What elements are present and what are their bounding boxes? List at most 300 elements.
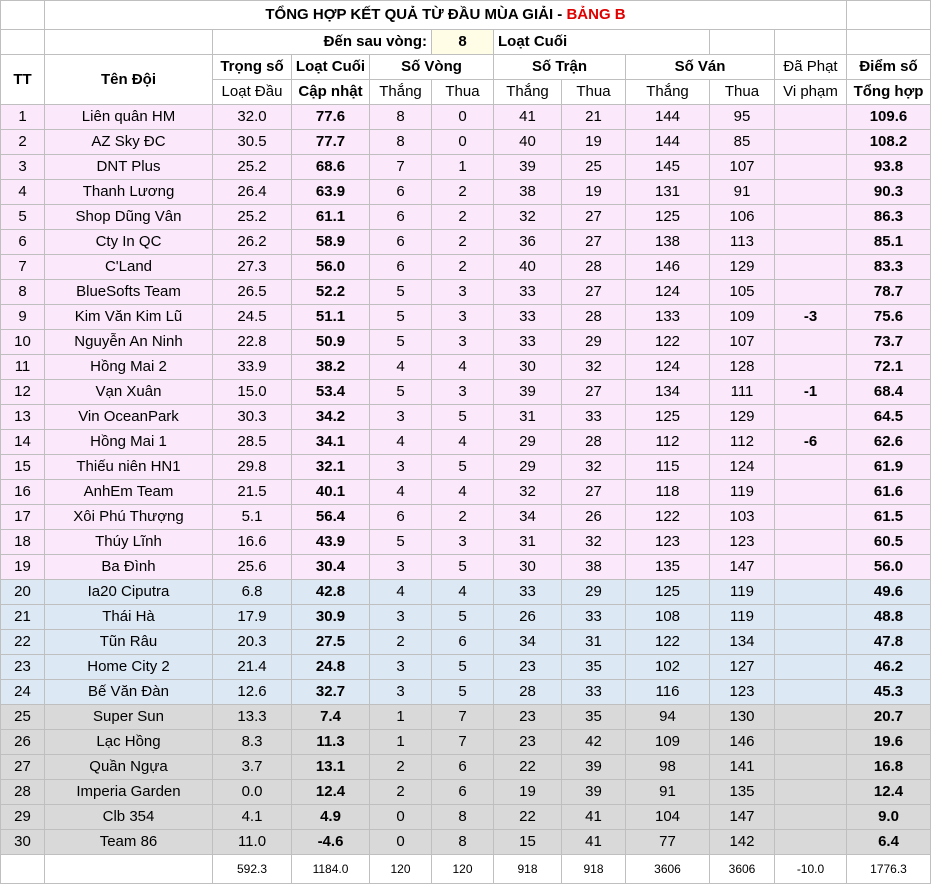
cell-final[interactable]: 12.4 <box>292 780 370 805</box>
cell-rounds-win[interactable]: 6 <box>370 230 432 255</box>
cell-matches-win[interactable]: 32 <box>494 205 562 230</box>
cell-penalty[interactable] <box>775 805 847 830</box>
cell-weight[interactable]: 29.8 <box>213 455 292 480</box>
cell-score[interactable]: 19.6 <box>847 730 931 755</box>
cell-rounds-win[interactable]: 3 <box>370 655 432 680</box>
cell-matches-loss[interactable]: 42 <box>562 730 626 755</box>
cell-matches-win[interactable]: 31 <box>494 530 562 555</box>
cell-rounds-loss[interactable]: 4 <box>432 430 494 455</box>
cell-matches-win[interactable]: 26 <box>494 605 562 630</box>
cell-final[interactable]: 50.9 <box>292 330 370 355</box>
cell-rounds-win[interactable]: 8 <box>370 105 432 130</box>
cell-matches-win[interactable]: 32 <box>494 480 562 505</box>
cell-rounds-loss[interactable]: 5 <box>432 680 494 705</box>
cell-games-win[interactable]: 122 <box>626 630 710 655</box>
cell-rounds-loss[interactable]: 0 <box>432 130 494 155</box>
cell-score[interactable]: 48.8 <box>847 605 931 630</box>
cell-penalty[interactable]: -1 <box>775 380 847 405</box>
cell-penalty[interactable] <box>775 105 847 130</box>
cell-games-loss[interactable]: 147 <box>710 805 775 830</box>
total-gw[interactable]: 3606 <box>626 855 710 884</box>
cell-penalty[interactable] <box>775 155 847 180</box>
cell-penalty[interactable] <box>775 530 847 555</box>
cell-rounds-loss[interactable]: 4 <box>432 480 494 505</box>
cell-matches-win[interactable]: 28 <box>494 680 562 705</box>
cell-rounds-win[interactable]: 3 <box>370 555 432 580</box>
cell-weight[interactable]: 30.3 <box>213 405 292 430</box>
cell-matches-win[interactable]: 39 <box>494 155 562 180</box>
cell-rounds-win[interactable]: 2 <box>370 630 432 655</box>
total-pen[interactable]: -10.0 <box>775 855 847 884</box>
cell-tt[interactable]: 7 <box>1 255 45 280</box>
cell-rounds-win[interactable]: 3 <box>370 680 432 705</box>
cell-team[interactable]: Vin OceanPark <box>45 405 213 430</box>
cell-games-loss[interactable]: 130 <box>710 705 775 730</box>
cell-rounds-win[interactable]: 5 <box>370 530 432 555</box>
cell-score[interactable]: 9.0 <box>847 805 931 830</box>
cell-team[interactable]: Ba Đình <box>45 555 213 580</box>
cell-final[interactable]: 56.0 <box>292 255 370 280</box>
cell-tt[interactable]: 25 <box>1 705 45 730</box>
cell-games-win[interactable]: 116 <box>626 680 710 705</box>
cell-team[interactable]: Tũn Râu <box>45 630 213 655</box>
cell-penalty[interactable] <box>775 580 847 605</box>
cell-games-win[interactable]: 94 <box>626 705 710 730</box>
cell-games-win[interactable]: 124 <box>626 355 710 380</box>
cell-penalty[interactable] <box>775 405 847 430</box>
cell-score[interactable]: 61.6 <box>847 480 931 505</box>
cell-score[interactable]: 90.3 <box>847 180 931 205</box>
cell-team[interactable]: Hồng Mai 2 <box>45 355 213 380</box>
cell-games-win[interactable]: 145 <box>626 155 710 180</box>
cell-matches-loss[interactable]: 35 <box>562 705 626 730</box>
cell-matches-loss[interactable]: 41 <box>562 805 626 830</box>
cell-penalty[interactable] <box>775 555 847 580</box>
cell-weight[interactable]: 8.3 <box>213 730 292 755</box>
cell-matches-win[interactable]: 34 <box>494 505 562 530</box>
cell-score[interactable]: 49.6 <box>847 580 931 605</box>
cell-tt[interactable]: 18 <box>1 530 45 555</box>
cell-weight[interactable]: 13.3 <box>213 705 292 730</box>
cell-games-loss[interactable]: 109 <box>710 305 775 330</box>
cell-tt[interactable]: 5 <box>1 205 45 230</box>
total-mw[interactable]: 918 <box>494 855 562 884</box>
cell-score[interactable]: 46.2 <box>847 655 931 680</box>
cell-matches-loss[interactable]: 28 <box>562 305 626 330</box>
cell-penalty[interactable] <box>775 130 847 155</box>
cell-score[interactable]: 60.5 <box>847 530 931 555</box>
cell-rounds-loss[interactable]: 5 <box>432 555 494 580</box>
cell-tt[interactable]: 9 <box>1 305 45 330</box>
cell-score[interactable]: 12.4 <box>847 780 931 805</box>
cell-penalty[interactable] <box>775 355 847 380</box>
cell-penalty[interactable]: -6 <box>775 430 847 455</box>
cell-rounds-win[interactable]: 5 <box>370 305 432 330</box>
cell-matches-loss[interactable]: 28 <box>562 255 626 280</box>
cell-rounds-win[interactable]: 5 <box>370 330 432 355</box>
cell-tt[interactable]: 4 <box>1 180 45 205</box>
cell-matches-win[interactable]: 23 <box>494 705 562 730</box>
cell-weight[interactable]: 22.8 <box>213 330 292 355</box>
cell-rounds-loss[interactable]: 5 <box>432 655 494 680</box>
cell-final[interactable]: 42.8 <box>292 580 370 605</box>
cell-games-loss[interactable]: 141 <box>710 755 775 780</box>
cell-final[interactable]: 4.9 <box>292 805 370 830</box>
cell-rounds-loss[interactable]: 2 <box>432 255 494 280</box>
cell-matches-loss[interactable]: 32 <box>562 455 626 480</box>
cell-final[interactable]: 30.4 <box>292 555 370 580</box>
cell-games-loss[interactable]: 123 <box>710 530 775 555</box>
cell-games-loss[interactable]: 91 <box>710 180 775 205</box>
cell-weight[interactable]: 24.5 <box>213 305 292 330</box>
cell-weight[interactable]: 25.2 <box>213 205 292 230</box>
cell-games-win[interactable]: 144 <box>626 105 710 130</box>
cell-games-win[interactable]: 125 <box>626 580 710 605</box>
cell-games-loss[interactable]: 147 <box>710 555 775 580</box>
cell-matches-loss[interactable]: 31 <box>562 630 626 655</box>
cell-rounds-loss[interactable]: 8 <box>432 805 494 830</box>
cell-matches-win[interactable]: 29 <box>494 430 562 455</box>
cell-matches-win[interactable]: 33 <box>494 305 562 330</box>
cell-final[interactable]: 32.7 <box>292 680 370 705</box>
cell-matches-loss[interactable]: 21 <box>562 105 626 130</box>
cell-matches-win[interactable]: 39 <box>494 380 562 405</box>
cell-weight[interactable]: 0.0 <box>213 780 292 805</box>
cell-score[interactable]: 109.6 <box>847 105 931 130</box>
cell-matches-loss[interactable]: 19 <box>562 180 626 205</box>
cell-rounds-loss[interactable]: 1 <box>432 155 494 180</box>
cell-games-win[interactable]: 135 <box>626 555 710 580</box>
cell-final[interactable]: 56.4 <box>292 505 370 530</box>
cell-games-win[interactable]: 134 <box>626 380 710 405</box>
cell-rounds-win[interactable]: 0 <box>370 805 432 830</box>
cell-tt[interactable]: 20 <box>1 580 45 605</box>
cell-score[interactable]: 93.8 <box>847 155 931 180</box>
cell-matches-win[interactable]: 22 <box>494 805 562 830</box>
cell-tt[interactable]: 10 <box>1 330 45 355</box>
cell-games-win[interactable]: 146 <box>626 255 710 280</box>
cell-final[interactable]: 51.1 <box>292 305 370 330</box>
cell-penalty[interactable] <box>775 680 847 705</box>
cell-team[interactable]: Clb 354 <box>45 805 213 830</box>
cell-score[interactable]: 64.5 <box>847 405 931 430</box>
cell-weight[interactable]: 11.0 <box>213 830 292 855</box>
cell-tt[interactable]: 29 <box>1 805 45 830</box>
cell-games-loss[interactable]: 134 <box>710 630 775 655</box>
cell-weight[interactable]: 27.3 <box>213 255 292 280</box>
cell-games-win[interactable]: 109 <box>626 730 710 755</box>
cell-final[interactable]: 27.5 <box>292 630 370 655</box>
cell-rounds-win[interactable]: 6 <box>370 505 432 530</box>
cell-team[interactable]: Kim Văn Kim Lũ <box>45 305 213 330</box>
cell-games-loss[interactable]: 123 <box>710 680 775 705</box>
cell-games-loss[interactable]: 112 <box>710 430 775 455</box>
cell-matches-win[interactable]: 30 <box>494 555 562 580</box>
cell-tt[interactable]: 15 <box>1 455 45 480</box>
cell-final[interactable]: 24.8 <box>292 655 370 680</box>
cell-rounds-win[interactable]: 4 <box>370 355 432 380</box>
cell-rounds-win[interactable]: 6 <box>370 255 432 280</box>
cell-matches-win[interactable]: 29 <box>494 455 562 480</box>
cell-matches-loss[interactable]: 27 <box>562 280 626 305</box>
cell-games-loss[interactable]: 111 <box>710 380 775 405</box>
cell-matches-win[interactable]: 33 <box>494 280 562 305</box>
cell-rounds-loss[interactable]: 4 <box>432 355 494 380</box>
cell-rounds-loss[interactable]: 2 <box>432 505 494 530</box>
cell-games-win[interactable]: 104 <box>626 805 710 830</box>
cell-rounds-win[interactable]: 5 <box>370 380 432 405</box>
cell-matches-loss[interactable]: 28 <box>562 430 626 455</box>
cell-penalty[interactable] <box>775 280 847 305</box>
cell-penalty[interactable] <box>775 230 847 255</box>
cell-games-loss[interactable]: 127 <box>710 655 775 680</box>
cell-weight[interactable]: 25.2 <box>213 155 292 180</box>
cell-matches-loss[interactable]: 33 <box>562 405 626 430</box>
cell-games-win[interactable]: 118 <box>626 480 710 505</box>
cell-team[interactable]: AnhEm Team <box>45 480 213 505</box>
cell-matches-loss[interactable]: 39 <box>562 780 626 805</box>
cell-score[interactable]: 6.4 <box>847 830 931 855</box>
cell-games-win[interactable]: 123 <box>626 530 710 555</box>
cell-rounds-loss[interactable]: 7 <box>432 730 494 755</box>
cell-rounds-win[interactable]: 4 <box>370 430 432 455</box>
cell-final[interactable]: 77.6 <box>292 105 370 130</box>
cell-rounds-win[interactable]: 8 <box>370 130 432 155</box>
cell-score[interactable]: 56.0 <box>847 555 931 580</box>
cell-final[interactable]: 34.1 <box>292 430 370 455</box>
cell-team[interactable]: C'Land <box>45 255 213 280</box>
cell-tt[interactable]: 14 <box>1 430 45 455</box>
cell-tt[interactable]: 13 <box>1 405 45 430</box>
cell-tt[interactable]: 3 <box>1 155 45 180</box>
cell-score[interactable]: 78.7 <box>847 280 931 305</box>
cell-team[interactable]: Thanh Lương <box>45 180 213 205</box>
cell-tt[interactable]: 12 <box>1 380 45 405</box>
cell-final[interactable]: 68.6 <box>292 155 370 180</box>
cell-games-win[interactable]: 133 <box>626 305 710 330</box>
cell-team[interactable]: Lạc Hồng <box>45 730 213 755</box>
cell-team[interactable]: Cty In QC <box>45 230 213 255</box>
cell-rounds-win[interactable]: 2 <box>370 780 432 805</box>
cell-tt[interactable]: 21 <box>1 605 45 630</box>
cell-penalty[interactable] <box>775 730 847 755</box>
cell-matches-win[interactable]: 41 <box>494 105 562 130</box>
cell-rounds-loss[interactable]: 6 <box>432 630 494 655</box>
cell-weight[interactable]: 21.4 <box>213 655 292 680</box>
cell-team[interactable]: Imperia Garden <box>45 780 213 805</box>
cell-final[interactable]: 30.9 <box>292 605 370 630</box>
cell-team[interactable]: Vạn Xuân <box>45 380 213 405</box>
cell-team[interactable]: Thái Hà <box>45 605 213 630</box>
cell-matches-win[interactable]: 31 <box>494 405 562 430</box>
cell-rounds-loss[interactable]: 5 <box>432 605 494 630</box>
cell-matches-win[interactable]: 40 <box>494 255 562 280</box>
cell-rounds-win[interactable]: 3 <box>370 605 432 630</box>
cell-tt[interactable]: 6 <box>1 230 45 255</box>
cell-team[interactable]: Hồng Mai 1 <box>45 430 213 455</box>
cell-team[interactable]: Shop Dũng Vân <box>45 205 213 230</box>
cell-rounds-loss[interactable]: 2 <box>432 180 494 205</box>
cell-final[interactable]: 34.2 <box>292 405 370 430</box>
cell-penalty[interactable] <box>775 255 847 280</box>
cell-games-loss[interactable]: 119 <box>710 480 775 505</box>
cell-rounds-win[interactable]: 3 <box>370 405 432 430</box>
cell-tt[interactable]: 22 <box>1 630 45 655</box>
total-final[interactable]: 1184.0 <box>292 855 370 884</box>
cell-games-win[interactable]: 144 <box>626 130 710 155</box>
cell-score[interactable]: 45.3 <box>847 680 931 705</box>
cell-team[interactable]: DNT Plus <box>45 155 213 180</box>
cell-weight[interactable]: 26.4 <box>213 180 292 205</box>
cell-weight[interactable]: 5.1 <box>213 505 292 530</box>
cell-score[interactable]: 68.4 <box>847 380 931 405</box>
cell-games-win[interactable]: 102 <box>626 655 710 680</box>
cell-weight[interactable]: 30.5 <box>213 130 292 155</box>
cell-rounds-loss[interactable]: 6 <box>432 755 494 780</box>
total-score[interactable]: 1776.3 <box>847 855 931 884</box>
cell-weight[interactable]: 4.1 <box>213 805 292 830</box>
cell-penalty[interactable] <box>775 205 847 230</box>
cell-weight[interactable]: 21.5 <box>213 480 292 505</box>
cell-tt[interactable]: 16 <box>1 480 45 505</box>
cell-games-loss[interactable]: 124 <box>710 455 775 480</box>
cell-penalty[interactable] <box>775 780 847 805</box>
cell-team[interactable]: Team 86 <box>45 830 213 855</box>
cell-games-win[interactable]: 91 <box>626 780 710 805</box>
cell-matches-win[interactable]: 15 <box>494 830 562 855</box>
cell-team[interactable]: Thiếu niên HN1 <box>45 455 213 480</box>
cell-final[interactable]: 32.1 <box>292 455 370 480</box>
cell-weight[interactable]: 20.3 <box>213 630 292 655</box>
cell-matches-win[interactable]: 33 <box>494 330 562 355</box>
cell-rounds-win[interactable]: 0 <box>370 830 432 855</box>
cell-penalty[interactable] <box>775 605 847 630</box>
cell-score[interactable]: 75.6 <box>847 305 931 330</box>
cell-matches-loss[interactable]: 32 <box>562 530 626 555</box>
cell-matches-loss[interactable]: 26 <box>562 505 626 530</box>
cell-games-loss[interactable]: 85 <box>710 130 775 155</box>
cell-games-win[interactable]: 112 <box>626 430 710 455</box>
cell-penalty[interactable] <box>775 505 847 530</box>
cell-rounds-loss[interactable]: 7 <box>432 705 494 730</box>
total-rl[interactable]: 120 <box>432 855 494 884</box>
cell-rounds-loss[interactable]: 5 <box>432 405 494 430</box>
cell-score[interactable]: 20.7 <box>847 705 931 730</box>
cell-games-win[interactable]: 122 <box>626 505 710 530</box>
cell-rounds-win[interactable]: 1 <box>370 705 432 730</box>
cell-games-win[interactable]: 138 <box>626 230 710 255</box>
cell-penalty[interactable] <box>775 655 847 680</box>
cell-rounds-loss[interactable]: 0 <box>432 105 494 130</box>
cell-final[interactable]: 63.9 <box>292 180 370 205</box>
round-value-cell[interactable]: 8 <box>432 30 494 55</box>
cell-score[interactable]: 72.1 <box>847 355 931 380</box>
cell-penalty[interactable] <box>775 705 847 730</box>
cell-weight[interactable]: 16.6 <box>213 530 292 555</box>
cell-weight[interactable]: 25.6 <box>213 555 292 580</box>
cell-weight[interactable]: 33.9 <box>213 355 292 380</box>
cell-games-win[interactable]: 122 <box>626 330 710 355</box>
cell-score[interactable]: 47.8 <box>847 630 931 655</box>
cell-rounds-loss[interactable]: 2 <box>432 230 494 255</box>
cell-matches-loss[interactable]: 27 <box>562 380 626 405</box>
cell-penalty[interactable] <box>775 830 847 855</box>
cell-weight[interactable]: 32.0 <box>213 105 292 130</box>
cell-games-loss[interactable]: 95 <box>710 105 775 130</box>
cell-penalty[interactable] <box>775 755 847 780</box>
cell-matches-loss[interactable]: 41 <box>562 830 626 855</box>
cell-team[interactable]: Nguyễn An Ninh <box>45 330 213 355</box>
cell-final[interactable]: 61.1 <box>292 205 370 230</box>
cell-games-win[interactable]: 108 <box>626 605 710 630</box>
cell-matches-loss[interactable]: 25 <box>562 155 626 180</box>
cell-rounds-loss[interactable]: 5 <box>432 455 494 480</box>
cell-tt[interactable]: 26 <box>1 730 45 755</box>
cell-matches-loss[interactable]: 29 <box>562 580 626 605</box>
cell-rounds-win[interactable]: 6 <box>370 205 432 230</box>
total-weight[interactable]: 592.3 <box>213 855 292 884</box>
cell-rounds-win[interactable]: 1 <box>370 730 432 755</box>
cell-rounds-win[interactable]: 4 <box>370 480 432 505</box>
cell-score[interactable]: 61.5 <box>847 505 931 530</box>
cell-rounds-win[interactable]: 5 <box>370 280 432 305</box>
cell-final[interactable]: 43.9 <box>292 530 370 555</box>
cell-team[interactable]: Thúy Lĩnh <box>45 530 213 555</box>
cell-tt[interactable]: 30 <box>1 830 45 855</box>
cell-weight[interactable]: 28.5 <box>213 430 292 455</box>
cell-final[interactable]: 11.3 <box>292 730 370 755</box>
cell-score[interactable]: 108.2 <box>847 130 931 155</box>
cell-weight[interactable]: 17.9 <box>213 605 292 630</box>
cell-tt[interactable]: 8 <box>1 280 45 305</box>
cell-final[interactable]: 77.7 <box>292 130 370 155</box>
cell-rounds-loss[interactable]: 3 <box>432 380 494 405</box>
cell-tt[interactable]: 24 <box>1 680 45 705</box>
cell-team[interactable]: Liên quân HM <box>45 105 213 130</box>
cell-final[interactable]: 13.1 <box>292 755 370 780</box>
cell-matches-win[interactable]: 22 <box>494 755 562 780</box>
cell-rounds-win[interactable]: 3 <box>370 455 432 480</box>
cell-penalty[interactable] <box>775 180 847 205</box>
cell-final[interactable]: 58.9 <box>292 230 370 255</box>
cell-rounds-loss[interactable]: 4 <box>432 580 494 605</box>
cell-tt[interactable]: 11 <box>1 355 45 380</box>
cell-games-win[interactable]: 125 <box>626 205 710 230</box>
cell-matches-loss[interactable]: 38 <box>562 555 626 580</box>
cell-matches-loss[interactable]: 33 <box>562 680 626 705</box>
cell-games-loss[interactable]: 128 <box>710 355 775 380</box>
cell-matches-win[interactable]: 40 <box>494 130 562 155</box>
cell-final[interactable]: 7.4 <box>292 705 370 730</box>
cell-matches-win[interactable]: 34 <box>494 630 562 655</box>
cell-rounds-win[interactable]: 2 <box>370 755 432 780</box>
cell-penalty[interactable] <box>775 330 847 355</box>
cell-games-win[interactable]: 98 <box>626 755 710 780</box>
cell-rounds-loss[interactable]: 6 <box>432 780 494 805</box>
cell-matches-win[interactable]: 19 <box>494 780 562 805</box>
cell-rounds-loss[interactable]: 3 <box>432 530 494 555</box>
cell-matches-win[interactable]: 23 <box>494 730 562 755</box>
cell-matches-loss[interactable]: 27 <box>562 230 626 255</box>
cell-final[interactable]: 53.4 <box>292 380 370 405</box>
cell-rounds-win[interactable]: 4 <box>370 580 432 605</box>
cell-weight[interactable]: 12.6 <box>213 680 292 705</box>
cell-rounds-loss[interactable]: 2 <box>432 205 494 230</box>
cell-score[interactable]: 62.6 <box>847 430 931 455</box>
cell-matches-loss[interactable]: 29 <box>562 330 626 355</box>
cell-tt[interactable]: 28 <box>1 780 45 805</box>
cell-tt[interactable]: 2 <box>1 130 45 155</box>
